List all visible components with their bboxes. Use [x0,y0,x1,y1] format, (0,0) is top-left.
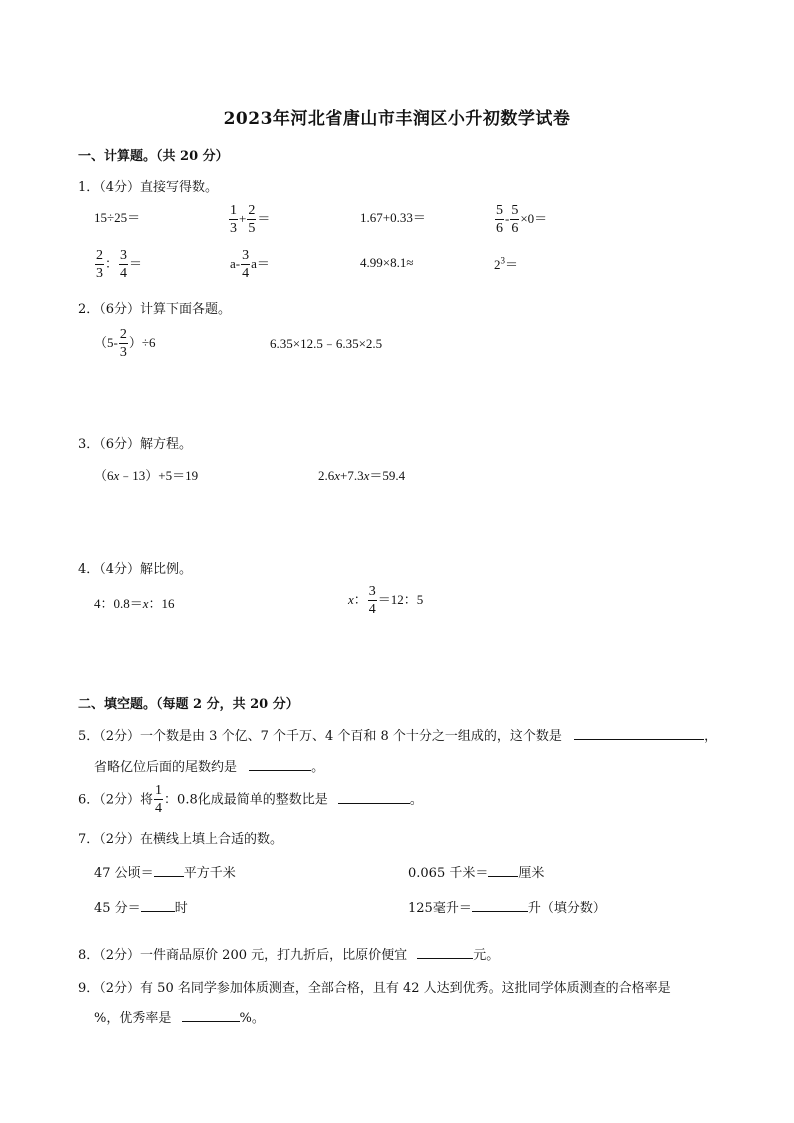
question-5-line-2: 省略亿位后面的尾数约是 。 [94,756,324,775]
q4-item-a: 4：0.8＝x：16 [94,596,175,611]
q1-item-h: $2^3=$ [494,255,519,272]
q4-item-b: x： $\frac{3}{4}$ ＝12：5 [348,584,424,617]
q2-item-a: （5- $\frac{2}{3}$ ）÷6 [94,327,156,360]
q2-item-b: 6.35×12.5﹣6.35×2.5 [270,336,383,351]
answer-blank[interactable] [182,1008,240,1022]
question-9-line-1: 9．（2分）有 50 名同学参加体质测查，全部合格，且有 42 人达到优秀。这批同学体质测查的合格率是 [78,981,671,996]
fraction: $\frac{2}{3}$ [119,327,127,360]
q7-item-a: 47 公顷＝ 平方千米 [94,862,236,881]
answer-blank[interactable] [154,863,184,877]
fraction: $\frac{2}{5}$ [248,203,256,236]
answer-blank[interactable] [249,757,311,771]
question-2-stem: 2．（6分）计算下面各题。 [78,302,232,317]
question-8: 8．（2分）一件商品原价 200 元，打九折后，比原价便宜 元。 [78,944,499,963]
q1-item-e: $\frac{2}{3}$ ： $\frac{3}{4}$ ＝ [96,248,143,281]
fraction: $\frac{3}{4}$ [368,584,376,617]
fraction: $\frac{1}{3}$ [230,203,237,236]
q1-item-b: $\frac{1}{3}$ + $\frac{2}{5}$ ＝ [230,203,271,236]
q1-item-d: $\frac{5}{6}$ - $\frac{5}{6}$ ×0＝ [496,203,548,236]
q1-item-a: 15÷25＝ [94,210,141,225]
question-9-line-2: %，优秀率是 %。 [94,1007,265,1026]
fraction: $\frac{1}{4}$ [155,783,163,816]
fraction: $\frac{2}{3}$ [96,248,103,281]
answer-blank[interactable] [338,790,410,804]
q1-item-g: 4.99×8.1≈ [360,255,414,270]
q1-item-f: a- $\frac{3}{4}$ a＝ [230,248,270,281]
fraction: $\frac{5}{6}$ [511,203,519,236]
question-3-stem: 3．（6分）解方程。 [78,437,193,452]
q1-item-c: 1.67+0.33＝ [360,210,426,225]
page-title: 2023年河北省唐山市丰润区小升初数学试卷 [223,109,571,129]
q7-item-b: 0.065 千米＝ 厘米 [408,862,544,881]
fraction: $\frac{5}{6}$ [496,203,503,236]
fraction: $\frac{3}{4}$ [120,248,128,281]
answer-blank[interactable] [574,726,704,740]
answer-blank[interactable] [488,863,518,877]
answer-blank[interactable] [417,945,473,959]
q3-item-b: 2.6x+7.3x＝59.4 [318,468,406,483]
q7-item-c: 45 分＝ 时 [94,897,188,916]
question-6: 6．（2分）将 $\frac{1}{4}$ ：0.8化成最简单的整数比是 。 [78,783,423,816]
answer-blank[interactable] [472,898,528,912]
question-7-stem: 7．（2分）在横线上填上合适的数。 [78,832,284,847]
answer-blank[interactable] [141,898,175,912]
question-5-line-1: 5．（2分）一个数是由 3 个亿、7 个千万、4 个百和 8 个十分之一组成的，这个数是 ， [78,725,717,744]
question-4-stem: 4．（4分）解比例。 [78,562,193,577]
q3-item-a: （6x﹣13）+5＝19 [94,468,199,483]
q7-item-d: 125毫升＝ 升（填分数） [408,897,606,916]
section-1-heading: 一、计算题。（共 20 分） [78,149,229,164]
fraction: $\frac{3}{4}$ [242,248,250,281]
section-2-heading: 二、填空题。（每题 2 分，共 20 分） [78,697,299,712]
question-1-stem: 1．（4分）直接写得数。 [78,180,219,195]
